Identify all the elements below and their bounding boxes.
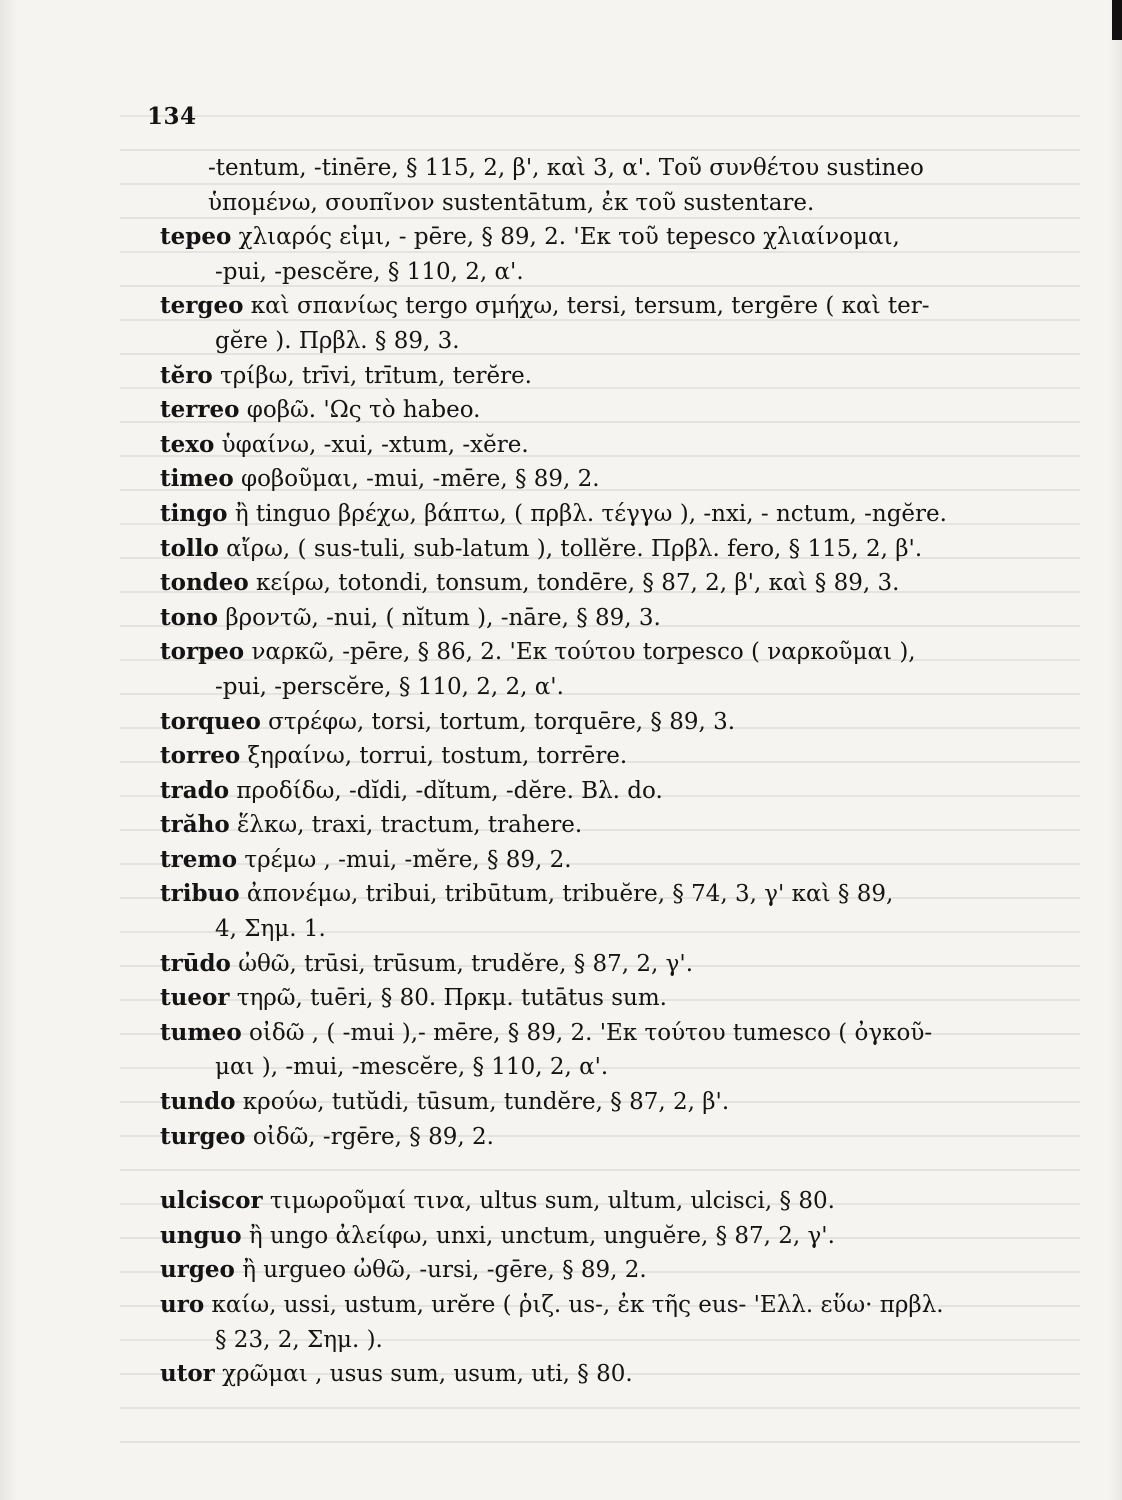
entry-lemma: trado — [160, 776, 230, 804]
entry-line — [160, 1357, 1060, 1392]
entry-lemma: timeo — [160, 465, 234, 493]
entry-line — [160, 1085, 1060, 1120]
entry-definition: φοβοῦμαι, -mui, -mēre, § 89, 2. — [233, 466, 600, 493]
entry-definition: ἢ urgueo ὠθῶ, -ursi, -gēre, § 89, 2. — [234, 1257, 647, 1284]
entry-definition: προδίδω, -dĭdi, -dĭtum, -dĕre. Βλ. do. — [229, 777, 663, 804]
entry-line — [160, 1288, 1060, 1323]
entry-lemma: tremo — [160, 845, 238, 873]
entry-lemma: torqueo — [160, 707, 261, 735]
entry-line — [160, 981, 1060, 1016]
entry-lemma: trūdo — [160, 949, 231, 977]
entry-line — [160, 843, 1060, 878]
entry-continuation-line — [160, 324, 1060, 359]
entry-definition: ὑπομένω, σουπῖνον sustentātum, ἐκ τοῦ sustentare. — [208, 189, 815, 216]
entry-definition: καὶ σπανίως tergo σμήχω, tersi, tersum, tergēre ( καὶ ter- — [243, 293, 930, 320]
entry-line — [160, 359, 1060, 394]
entry-definition: χρῶμαι , usus sum, usum, uti, § 80. — [214, 1361, 633, 1388]
entry-continuation-line — [160, 151, 1060, 186]
entry-line — [160, 220, 1060, 255]
entry-definition: ὑφαίνω, -xui, -xtum, -xĕre. — [214, 431, 529, 458]
section-gap — [160, 1154, 1060, 1184]
entry-definition: ἢ ungo ἀλείφω, unxi, unctum, unguĕre, § 87, 2, γ'. — [241, 1222, 835, 1249]
entry-definition: gĕre ). Πρβλ. § 89, 3. — [215, 327, 460, 354]
entry-definition: μαι ), -mui, -mescĕre, § 110, 2, α'. — [215, 1054, 609, 1081]
entry-line — [160, 1120, 1060, 1155]
entry-definition: -pui, -perscĕre, § 110, 2, 2, α'. — [215, 673, 564, 700]
entry-definition: ναρκῶ, -pēre, § 86, 2. 'Εκ τούτου torpesco ( ναρκοῦμαι ), — [244, 639, 916, 666]
entry-line — [160, 462, 1060, 497]
entry-lemma: tondeo — [160, 569, 249, 597]
entry-lemma: tribuo — [160, 880, 240, 908]
entry-definition: ἢ tinguo βρέχω, βάπτω, ( πρβλ. τέγγω ), -nxi, - nctum, -ngĕre. — [227, 500, 947, 527]
entry-definition: κρούω, tutŭdi, tūsum, tundĕre, § 87, 2, β'. — [235, 1089, 730, 1116]
entry-lemma: torpeo — [160, 638, 245, 666]
entry-continuation-line — [160, 670, 1060, 705]
entry-lemma: torreo — [160, 742, 241, 770]
entry-definition: ἀπονέμω, tribui, tribūtum, tribuĕre, § 74, 3, γ' καὶ § 89, — [239, 881, 894, 908]
entry-line — [160, 497, 1060, 532]
entry-lemma: texo — [160, 430, 215, 458]
entry-line — [160, 1184, 1060, 1219]
entry-lemma: terreo — [160, 396, 240, 424]
entry-line — [160, 947, 1060, 982]
entry-definition: 4, Σημ. 1. — [215, 916, 326, 943]
entry-definition: τηρῶ, tuēri, § 80. Πρκμ. tutātus sum. — [229, 985, 667, 1012]
scan-edge-mark — [1112, 0, 1122, 40]
entry-lemma: ulciscor — [160, 1187, 263, 1215]
entry-line — [160, 428, 1060, 463]
entry-line — [160, 289, 1060, 324]
entry-lemma: utor — [160, 1360, 215, 1388]
entry-continuation-line — [160, 1323, 1060, 1358]
page-number: 134 — [147, 103, 197, 130]
entry-continuation-line — [160, 255, 1060, 290]
entry-line — [160, 532, 1060, 567]
entry-lemma: tono — [160, 603, 219, 631]
entry-lemma: urgeo — [160, 1256, 235, 1284]
entry-definition: -pui, -pescĕre, § 110, 2, α'. — [215, 258, 524, 285]
entry-lemma: tingo — [160, 499, 228, 527]
entry-definition: τρίβω, trīvi, trītum, terĕre. — [212, 362, 532, 389]
entry-line — [160, 1219, 1060, 1254]
entries-group-t — [160, 151, 1060, 1154]
entry-line — [160, 1253, 1060, 1288]
entry-line — [160, 774, 1060, 809]
entry-definition: οἰδῶ , ( -mui ),- mēre, § 89, 2. 'Εκ τούτου tumesco ( ὀγκοῦ- — [241, 1019, 933, 1046]
entry-continuation-line — [160, 1050, 1060, 1085]
entry-line — [160, 808, 1060, 843]
entry-line — [160, 393, 1060, 428]
entry-lemma: tollo — [160, 534, 219, 562]
entry-line — [160, 601, 1060, 636]
entry-lemma: tumeo — [160, 1018, 242, 1046]
entry-line — [160, 1016, 1060, 1051]
entry-lemma: unguo — [160, 1221, 242, 1249]
entry-continuation-line — [160, 186, 1060, 221]
entry-lemma: tueor — [160, 984, 230, 1012]
entries-group-u — [160, 1184, 1060, 1392]
entry-definition: τιμωροῦμαί τινα, ultus sum, ultum, ulcisci, § 80. — [262, 1188, 835, 1215]
entry-definition: -tentum, -tinēre, § 115, 2, β', καὶ 3, α'. Τοῦ συνθέτου sustineo — [208, 155, 924, 181]
entry-definition: στρέφω, torsi, tortum, torquēre, § 89, 3. — [260, 708, 736, 735]
entry-lemma: uro — [160, 1291, 205, 1318]
entry-definition: φοβῶ. 'Ως τὸ habeo. — [239, 397, 481, 424]
entry-line — [160, 635, 1060, 670]
entry-line — [160, 739, 1060, 774]
entry-definition: τρέμω , -mui, -mĕre, § 89, 2. — [237, 846, 572, 873]
entry-definition: ξηραίνω, torrui, tostum, torrēre. — [240, 743, 628, 770]
entry-lemma: tepeo — [160, 223, 232, 251]
entry-definition: κείρω, totondi, tonsum, tondēre, § 87, 2, β', καὶ § 89, 3. — [248, 570, 900, 597]
entry-line — [160, 705, 1060, 740]
entry-definition: βροντῶ, -nui, ( nĭtum ), -nāre, § 89, 3. — [218, 604, 661, 631]
entry-lemma: tĕro — [160, 361, 213, 389]
entry-definition: αἴρω, ( sus-tuli, sub-latum ), tollĕre. Πρβλ. fero, § 115, 2, β'. — [218, 535, 923, 562]
entry-definition: οἰδῶ, -rgēre, § 89, 2. — [245, 1123, 494, 1150]
entry-definition: § 23, 2, Σημ. ). — [215, 1326, 383, 1353]
entry-line — [160, 877, 1060, 912]
entry-lemma: trăho — [160, 811, 230, 839]
entry-continuation-line — [160, 912, 1060, 947]
dictionary-entries — [160, 151, 1060, 1392]
entry-definition: ἕλκω, traxi, tractum, trahere. — [229, 812, 583, 839]
entry-definition: χλιαρός εἰμι, - pēre, § 89, 2. 'Εκ τοῦ tepesco χλιαίνομαι, — [231, 224, 900, 251]
entry-definition: καίω, ussi, ustum, urĕre ( ῥιζ. us-, ἐκ τῆς eus- 'Ελλ. εὕω· πρβλ. — [204, 1292, 944, 1318]
entry-line — [160, 566, 1060, 601]
entry-lemma: turgeo — [160, 1122, 246, 1150]
entry-definition: ὠθῶ, trūsi, trūsum, trudĕre, § 87, 2, γ'. — [230, 950, 694, 977]
entry-lemma: tundo — [160, 1088, 236, 1116]
entry-lemma: tergeo — [160, 292, 244, 320]
